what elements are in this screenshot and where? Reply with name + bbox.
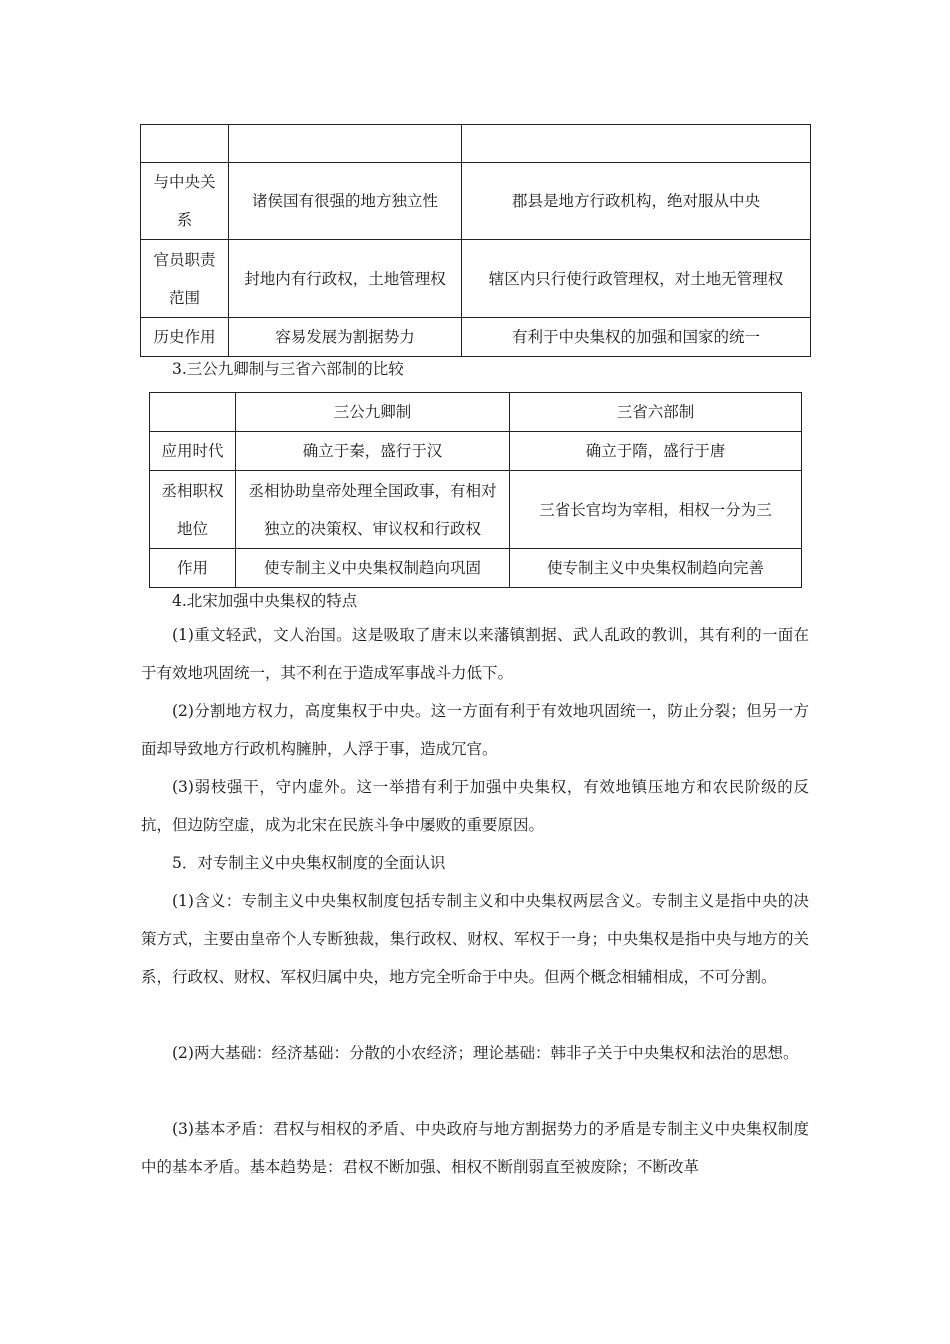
table-row [141, 318, 811, 357]
table-row [150, 471, 802, 549]
row-label: 官员职责范围 [141, 240, 229, 318]
table-cell [141, 125, 229, 163]
section-3-title: 3.三公九卿制与三省六部制的比较 [172, 360, 404, 378]
table-row [141, 240, 811, 318]
table-cell: 确立于秦，盛行于汉 [236, 432, 510, 471]
table-cell: 使专制主义中央集权制趋向巩固 [236, 549, 510, 588]
table-cell: 容易发展为割据势力 [229, 318, 462, 357]
table-header-row [150, 393, 802, 432]
paragraph: (3)弱枝强干，守内虚外。这一举措有利于加强中央集权，有效地镇压地方和农民阶级的反抗，但边防空虚，成为北宋在民族斗争中屡败的重要原因。 [141, 778, 809, 834]
table-cell [229, 125, 462, 163]
table-cell: 诸侯国有很强的地方独立性 [229, 163, 462, 240]
row-label: 丞相职权地位 [150, 471, 236, 549]
column-header: 三省六部制 [510, 393, 802, 432]
row-label: 与中央关系 [141, 163, 229, 240]
row-label: 作用 [150, 549, 236, 588]
table-cell: 辖区内只行使行政管理权，对土地无管理权 [462, 240, 811, 318]
table-cell: 确立于隋，盛行于唐 [510, 432, 802, 471]
table-cell: 封地内有行政权，土地管理权 [229, 240, 462, 318]
section-4-title: 4.北宋加强中央集权的特点 [172, 592, 358, 610]
table-cell: 使专制主义中央集权制趋向完善 [510, 549, 802, 588]
table-cell: 有利于中央集权的加强和国家的统一 [462, 318, 811, 357]
feudal-vs-prefecture-table [140, 124, 811, 357]
paragraph: (2)分割地方权力，高度集权于中央。这一方面有利于有效地巩固统一，防止分裂；但另一方面却导致地方行政机构臃肿，人浮于事，造成冗官。 [141, 702, 809, 758]
ministry-system-comparison-table [149, 392, 802, 588]
table-cell: 郡县是地方行政机构，绝对服从中央 [462, 163, 811, 240]
table-row [141, 125, 811, 163]
table-row [150, 549, 802, 588]
row-label: 历史作用 [141, 318, 229, 357]
paragraph: (1)含义：专制主义中央集权制度包括专制主义和中央集权两层含义。专制主义是指中央的决策方式，主要由皇帝个人专断独裁，集行政权、财权、军权于一身；中央集权是指中央与地方的关系，行政权、财权、军权归属中央，地方完全听命于中央。但两个概念相辅相成，不可分割。 [141, 892, 809, 986]
table-cell [462, 125, 811, 163]
paragraph: (1)重文轻武，文人治国。这是吸取了唐末以来藩镇割据、武人乱政的教训，其有利的一面在于有效地巩固统一，其不利在于造成军事战斗力低下。 [141, 626, 809, 682]
table-row [150, 432, 802, 471]
table-cell: 三省长官均为宰相，相权一分为三 [510, 471, 802, 549]
section-5-title: 5．对专制主义中央集权制度的全面认识 [172, 854, 446, 872]
table-row [141, 163, 811, 240]
table-cell: 丞相协助皇帝处理全国政事，有相对独立的决策权、审议权和行政权 [236, 471, 510, 549]
column-header: 三公九卿制 [236, 393, 510, 432]
paragraph: (2)两大基础：经济基础：分散的小农经济；理论基础：韩非子关于中央集权和法治的思想。 [172, 1044, 799, 1062]
paragraph: (3)基本矛盾：君权与相权的矛盾、中央政府与地方割据势力的矛盾是专制主义中央集权制度中的基本矛盾。基本趋势是：君权不断加强、相权不断削弱直至被废除；不断改革 [141, 1120, 809, 1176]
row-label: 应用时代 [150, 432, 236, 471]
column-header [150, 393, 236, 432]
